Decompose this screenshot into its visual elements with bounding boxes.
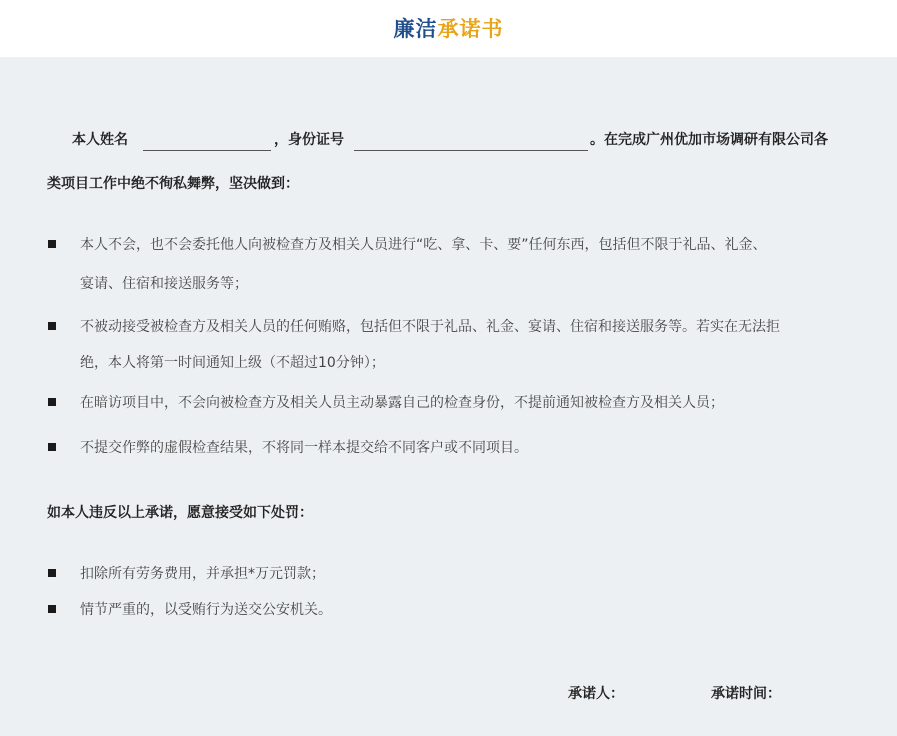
name-label: 本人姓名 bbox=[72, 132, 128, 148]
title-bar bbox=[0, 0, 897, 57]
commitment-2-line-2: 绝，本人将第一时间通知上级（不超过10分钟）； bbox=[80, 355, 385, 371]
penalty-2: 情节严重的，以受贿行为送交公安机关。 bbox=[80, 602, 332, 618]
commitment-3-line-1: 在暗访项目中，不会向被检查方及相关人员主动暴露自己的检查身份，不提前通知被检查方及相关人员； bbox=[80, 395, 724, 411]
bullet-icon bbox=[48, 569, 56, 577]
name-blank bbox=[143, 149, 271, 151]
penalty-1: 扣除所有劳务费用，并承担*万元罚款； bbox=[80, 566, 325, 582]
promise-time-label: 承诺时间： bbox=[711, 686, 781, 702]
bullet-icon bbox=[48, 605, 56, 613]
bullet-icon bbox=[48, 240, 56, 248]
company-text: 。在完成广州优加市场调研有限公司各 bbox=[590, 132, 828, 148]
bullet-icon bbox=[48, 398, 56, 406]
commitment-4-line-1: 不提交作弊的虚假检查结果，不将同一样本提交给不同客户或不同项目。 bbox=[80, 440, 528, 456]
intro-line-2: 类项目工作中绝不徇私舞弊，坚决做到： bbox=[47, 176, 299, 192]
commitment-1-line-2: 宴请、住宿和接送服务等； bbox=[80, 276, 248, 292]
bullet-icon bbox=[48, 443, 56, 451]
commitment-1-line-1: 本人不会，也不会委托他人向被检查方及相关人员进行“吃、拿、卡、要”任何东西，包括但不限于礼品、礼金、 bbox=[80, 237, 767, 253]
page-title bbox=[0, 13, 897, 43]
promisor-label: 承诺人： bbox=[568, 686, 624, 702]
id-label: ，身份证号 bbox=[274, 132, 344, 148]
commitment-2-line-1: 不被动接受被检查方及相关人员的任何贿赂，包括但不限于礼品、礼金、宴请、住宿和接送服务等。若实在无法拒 bbox=[80, 319, 780, 335]
id-number-blank bbox=[354, 149, 588, 151]
penalty-heading: 如本人违反以上承诺，愿意接受如下处罚： bbox=[47, 505, 313, 521]
title-part-1: 廉洁 bbox=[393, 17, 438, 41]
bullet-icon bbox=[48, 322, 56, 330]
title-part-2: 承诺书 bbox=[437, 17, 504, 41]
